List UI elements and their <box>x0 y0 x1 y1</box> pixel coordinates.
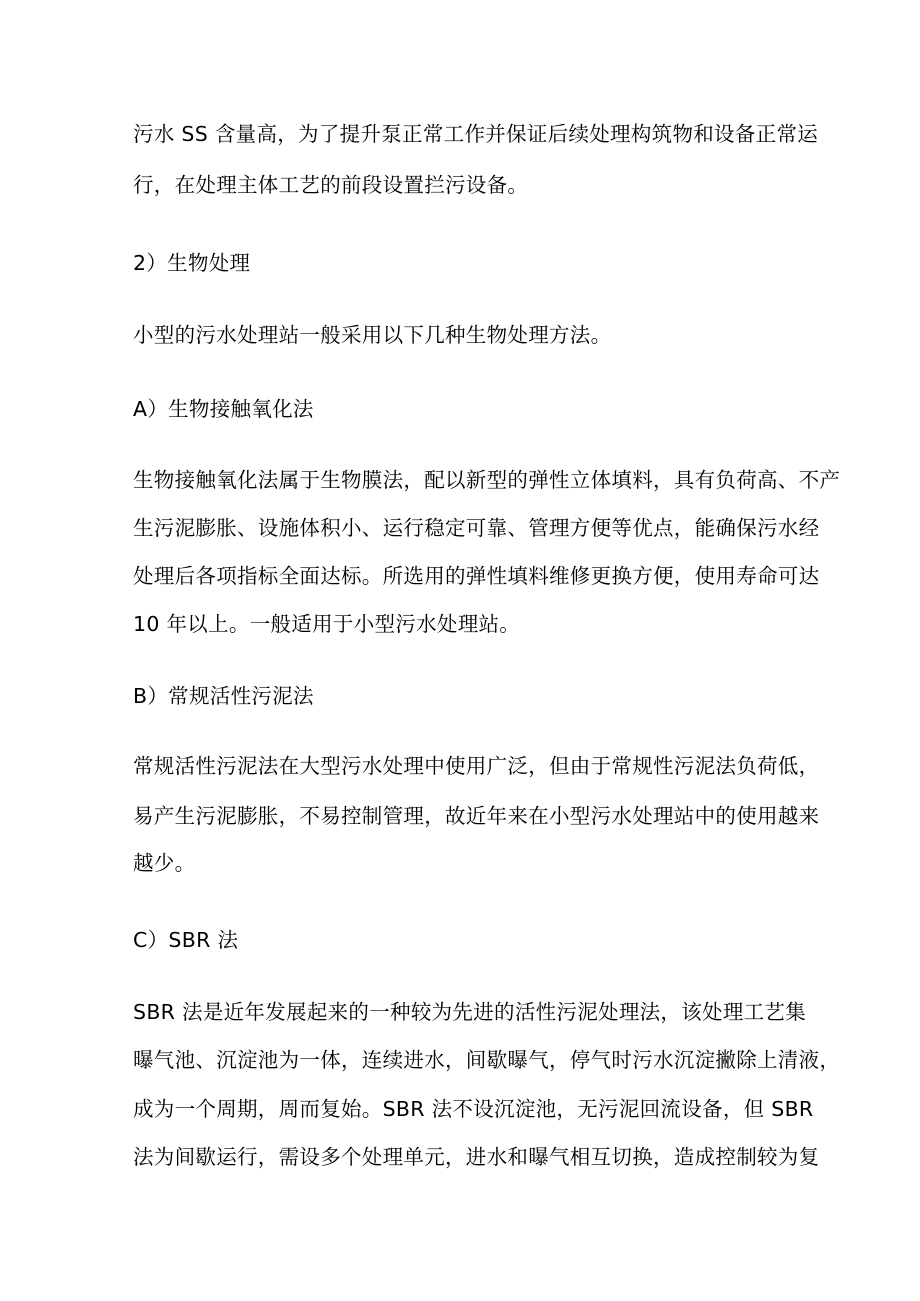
paragraph-line: 污水 SS 含量高，为了提升泵正常工作并保证后续处理构筑物和设备正常运 <box>133 122 819 146</box>
subheading-activated-sludge: B）常规活性污泥法 <box>133 684 314 708</box>
paragraph-line: 行，在处理主体工艺的前段设置拦污设备。 <box>133 173 529 197</box>
section-heading-biological-treatment: 2）生物处理 <box>133 251 251 275</box>
paragraph-line: 法为间歇运行，需设多个处理单元，进水和曝气相互切换，造成控制较为复 <box>133 1145 820 1169</box>
paragraph-line: 曝气池、沉淀池为一体，连续进水，间歇曝气，停气时污水沉淀撇除上清液， <box>133 1048 841 1072</box>
subheading-contact-oxidation: A）生物接触氧化法 <box>133 397 314 421</box>
paragraph-line: SBR 法是近年发展起来的一种较为先进的活性污泥处理法，该处理工艺集 <box>133 1000 807 1024</box>
paragraph-line: 易产生污泥膨胀，不易控制管理，故近年来在小型污水处理站中的使用越来 <box>133 804 820 828</box>
paragraph-intro: 小型的污水处理站一般采用以下几种生物处理方法。 <box>133 323 612 347</box>
subheading-sbr: C）SBR 法 <box>133 928 239 952</box>
paragraph-line: 越少。 <box>133 851 196 875</box>
paragraph-line: 生物接触氧化法属于生物膜法，配以新型的弹性立体填料，具有负荷高、不产 <box>133 468 841 492</box>
paragraph-line: 生污泥膨胀、设施体积小、运行稳定可靠、管理方便等优点，能确保污水经 <box>133 516 820 540</box>
paragraph-line: 成为一个周期，周而复始。SBR 法不设沉淀池，无污泥回流设备，但 SBR <box>133 1097 814 1121</box>
paragraph-line: 处理后各项指标全面达标。所选用的弹性填料维修更换方便，使用寿命可达 <box>133 564 820 588</box>
paragraph-line: 10 年以上。一般适用于小型污水处理站。 <box>133 612 521 636</box>
paragraph-line: 常规活性污泥法在大型污水处理中使用广泛，但由于常规性污泥法负荷低， <box>133 754 820 778</box>
